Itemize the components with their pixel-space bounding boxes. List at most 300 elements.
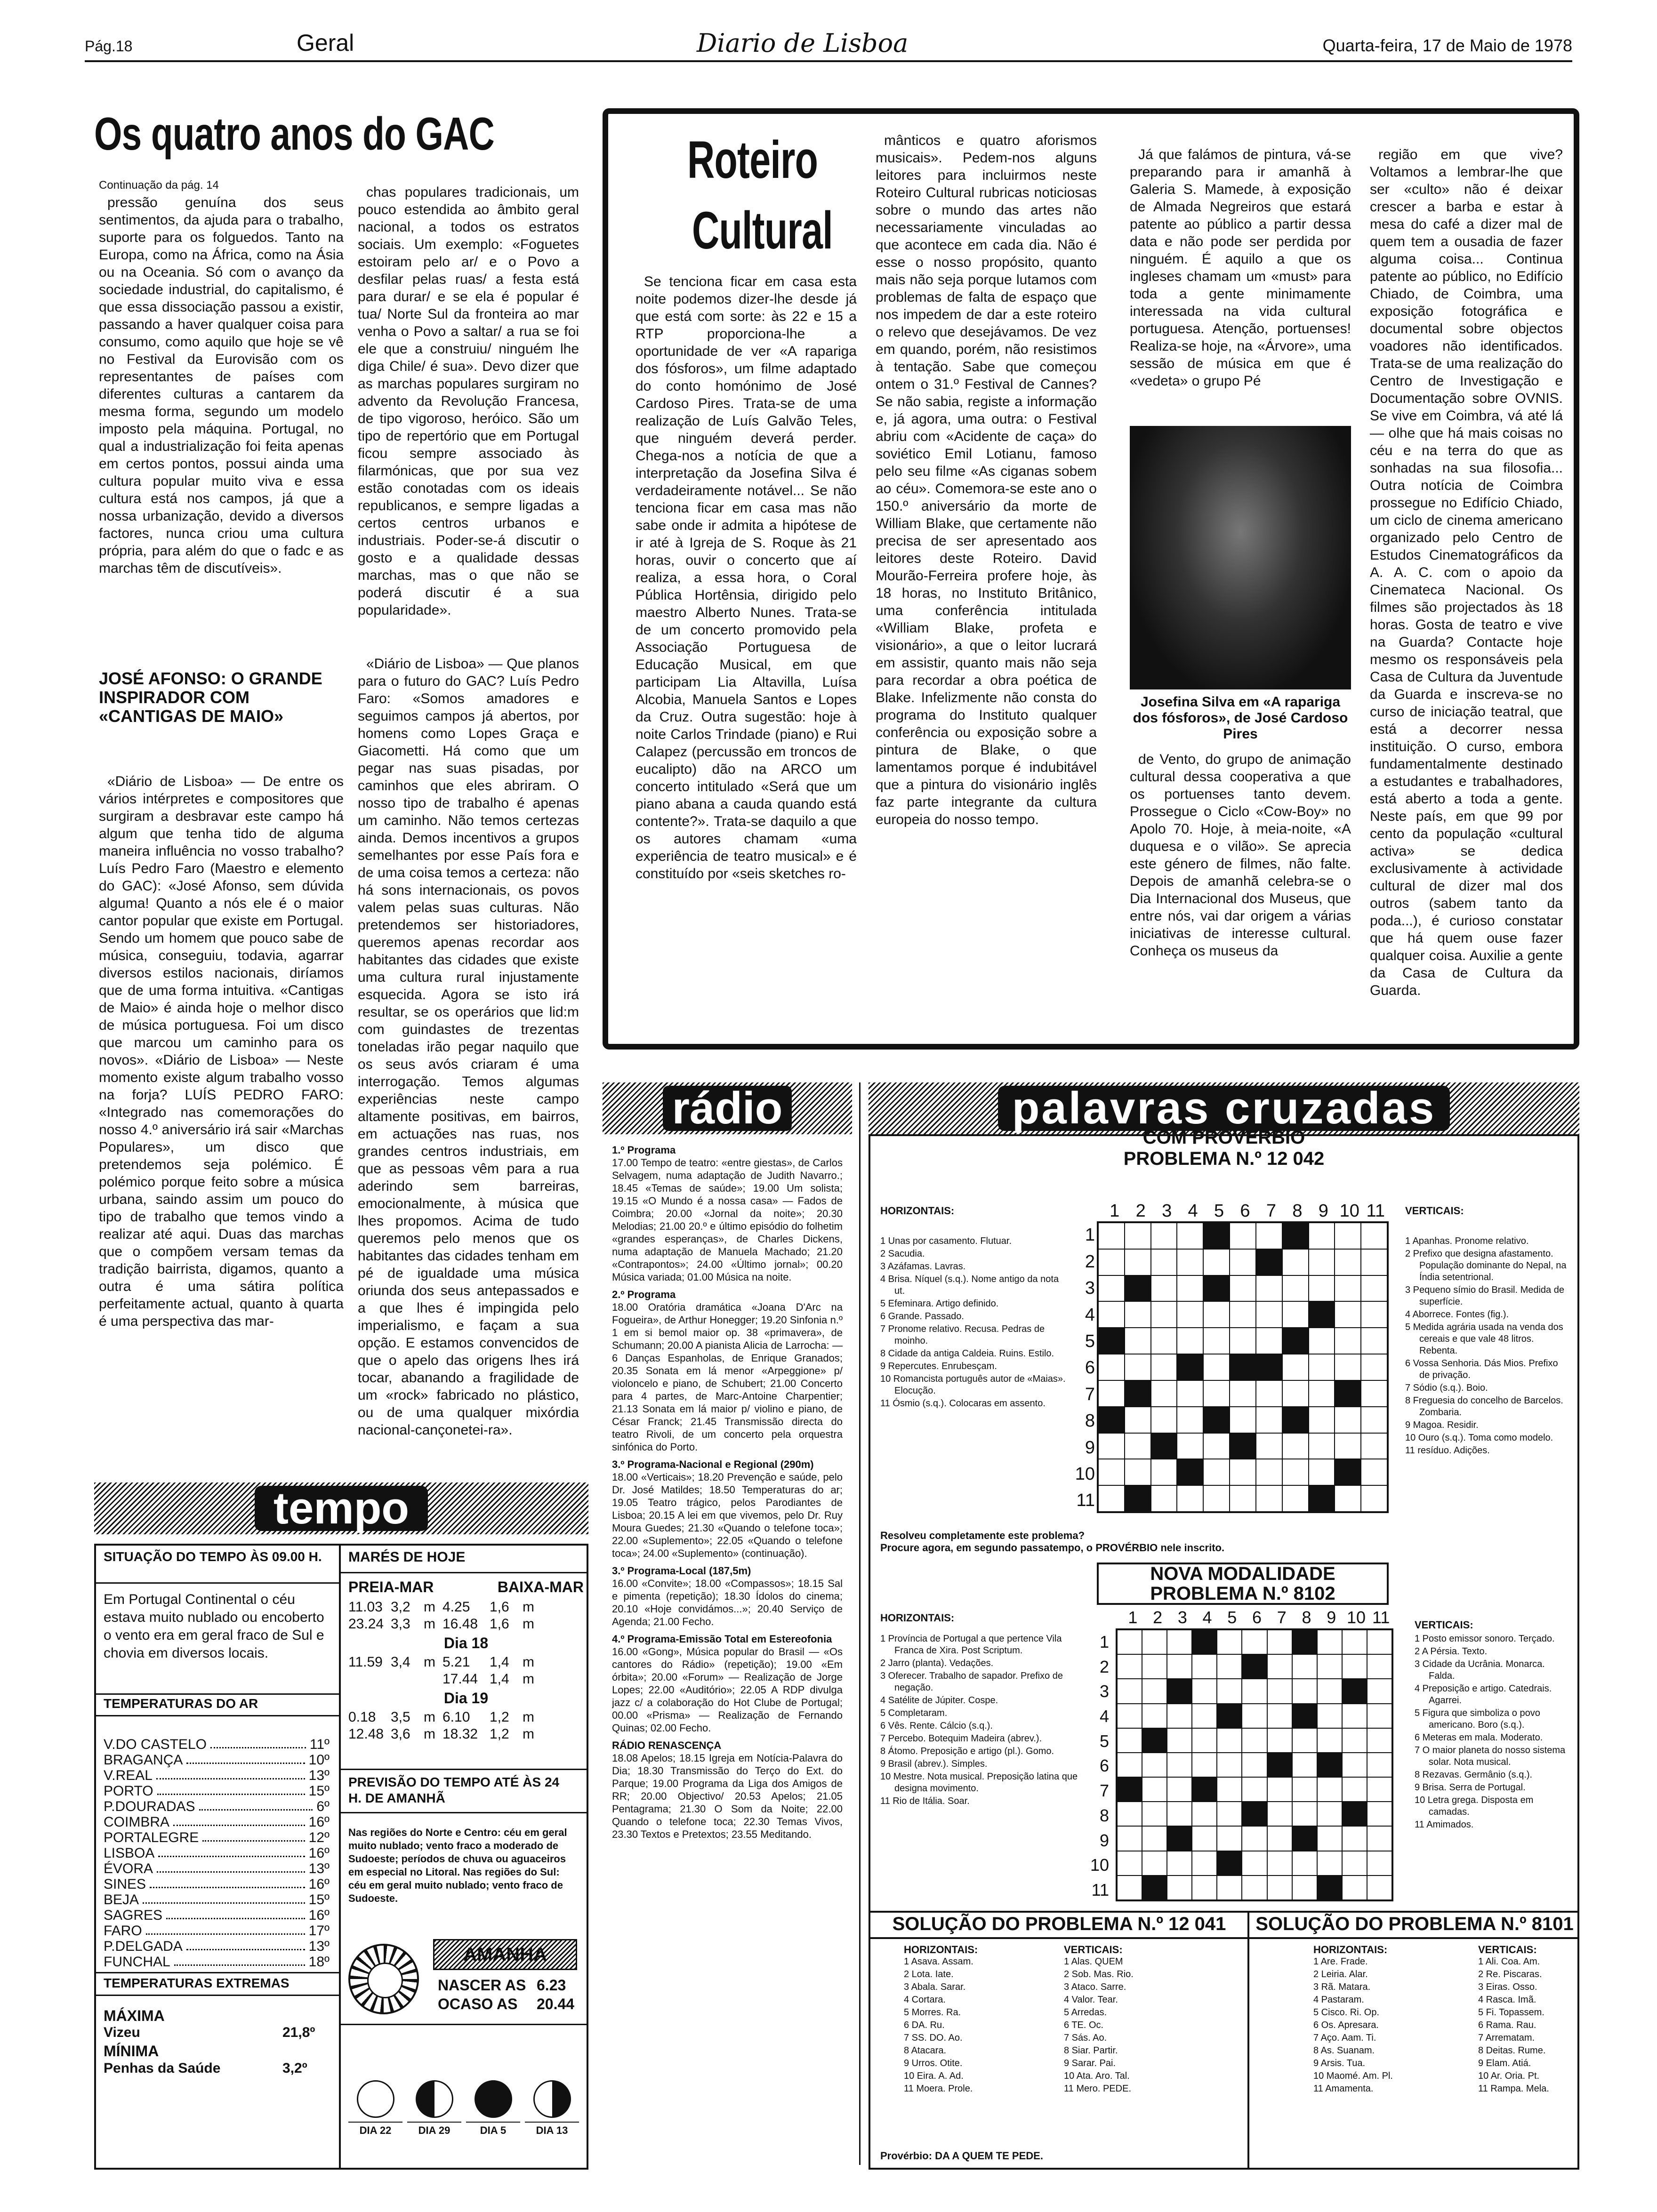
crossword-cell[interactable] <box>1151 1485 1177 1512</box>
crossword-grid-2[interactable] <box>1116 1628 1393 1901</box>
crossword-cell[interactable] <box>1317 1654 1342 1679</box>
crossword-grid-1[interactable] <box>1097 1221 1389 1513</box>
crossword-cell[interactable] <box>1203 1485 1230 1512</box>
issue-date: Quarta-feira, 17 de Maio de 1978 <box>1322 36 1572 55</box>
crossword-cell[interactable] <box>1217 1826 1242 1851</box>
crossword-cell[interactable] <box>1177 1485 1203 1512</box>
crossword-cell[interactable] <box>1192 1728 1217 1753</box>
crossword-cell[interactable] <box>1098 1249 1125 1275</box>
crossword-cell[interactable] <box>1267 1704 1292 1728</box>
city-name: COIMBRA <box>104 1814 170 1830</box>
crossword-cell[interactable] <box>1203 1380 1230 1407</box>
city-name: PORTALEGRE <box>104 1830 199 1845</box>
previsao-rule-top <box>341 1769 588 1770</box>
column-number: 6 <box>1240 1201 1250 1221</box>
city-temperature: 18º <box>308 1954 330 1970</box>
crossword-cell[interactable] <box>1335 1249 1361 1275</box>
crossword-cell[interactable] <box>1335 1407 1361 1433</box>
crossword-cell[interactable] <box>1142 1679 1167 1703</box>
radio-p1-heading: 1.º Programa <box>612 1144 676 1156</box>
crossword-cell[interactable] <box>1317 1630 1342 1654</box>
crossword-cell[interactable] <box>1282 1249 1309 1275</box>
crossword-cell[interactable] <box>1309 1433 1335 1459</box>
crossword-cell[interactable] <box>1192 1802 1217 1826</box>
crossword-cell[interactable] <box>1309 1380 1335 1407</box>
solution2-heading: SOLUÇÃO DO PROBLEMA N.º 8101 <box>1255 1914 1574 1934</box>
crossword-cell[interactable] <box>1367 1875 1392 1900</box>
previsao-text: Nas regiões do Norte e Centro: céu em geral muito nublado; vento fraco a moderado de Sudoeste; períodos de chuva ou aguaceiros em especial no Litoral. Nas regiões do Sul: céu em geral muito nublado; vento fraco de Sudoeste. <box>348 1827 567 1904</box>
crossword-cell[interactable] <box>1125 1354 1151 1380</box>
crossword-cell[interactable] <box>1142 1654 1167 1679</box>
crossword-cell[interactable] <box>1151 1407 1177 1433</box>
crossword-cell[interactable] <box>1367 1802 1392 1826</box>
column-number: 3 <box>1162 1201 1172 1221</box>
crossword-cell[interactable] <box>1217 1630 1242 1654</box>
crossword-cell[interactable] <box>1125 1328 1151 1354</box>
crossword-cell[interactable] <box>1361 1301 1387 1328</box>
crossword-cell[interactable] <box>1242 1630 1267 1654</box>
crossword-black-cell <box>1267 1753 1292 1777</box>
crossword-black-cell <box>1217 1851 1242 1875</box>
crossword-cell[interactable] <box>1361 1328 1387 1354</box>
tide-cell: 3,3 <box>391 1616 410 1632</box>
crossword-cell[interactable] <box>1151 1301 1177 1328</box>
crossword-cell[interactable] <box>1242 1679 1267 1703</box>
crossword-cell[interactable] <box>1125 1223 1151 1249</box>
city-name: BRAGANÇA <box>104 1752 183 1768</box>
crossword-cell[interactable] <box>1242 1704 1267 1728</box>
crossword-cell[interactable] <box>1309 1407 1335 1433</box>
gac-column-2 <box>358 184 579 654</box>
crossword-black-cell <box>1292 1704 1317 1728</box>
crossword-cell[interactable] <box>1203 1249 1230 1275</box>
crossword-cell[interactable] <box>1167 1728 1192 1753</box>
crossword-cell[interactable] <box>1256 1301 1282 1328</box>
crossword-black-cell <box>1335 1380 1361 1407</box>
crossword-cell[interactable] <box>1177 1223 1203 1249</box>
crossword-black-cell <box>1167 1679 1192 1703</box>
crossword-cell[interactable] <box>1098 1380 1125 1407</box>
crossword-cell[interactable] <box>1242 1851 1267 1875</box>
crossword-cell[interactable] <box>1203 1354 1230 1380</box>
crossword-cell[interactable] <box>1342 1777 1367 1802</box>
crossword-cell[interactable] <box>1282 1301 1309 1328</box>
crossword-cell[interactable] <box>1192 1654 1217 1679</box>
crossword-cell[interactable] <box>1367 1777 1392 1802</box>
crossword-cell[interactable] <box>1317 1704 1342 1728</box>
crossword-cell[interactable] <box>1335 1354 1361 1380</box>
crossword-cell[interactable] <box>1151 1459 1177 1485</box>
crossword-cell[interactable] <box>1292 1875 1317 1900</box>
crossword-cell[interactable] <box>1267 1802 1292 1826</box>
crossword-cell[interactable] <box>1117 1728 1142 1753</box>
crossword-cell[interactable] <box>1167 1630 1192 1654</box>
crossword-cell[interactable] <box>1361 1485 1387 1512</box>
crossword-cell[interactable] <box>1309 1328 1335 1354</box>
crossword-cell[interactable] <box>1267 1728 1292 1753</box>
crossword-cell[interactable] <box>1151 1354 1177 1380</box>
crossword-cell[interactable] <box>1317 1728 1342 1753</box>
crossword-cell[interactable] <box>1242 1777 1267 1802</box>
crossword-cell[interactable] <box>1367 1630 1392 1654</box>
column-number: 8 <box>1292 1201 1303 1221</box>
crossword-cell[interactable] <box>1192 1704 1217 1728</box>
crossword-cell[interactable] <box>1217 1875 1242 1900</box>
crossword-black-cell <box>1282 1407 1309 1433</box>
crossword-cell[interactable] <box>1142 1802 1167 1826</box>
crossword-cell[interactable] <box>1267 1875 1292 1900</box>
clue-item: 3 Pequeno símio do Brasil. Medida de superfície. <box>1405 1285 1564 1307</box>
crossword-cell[interactable] <box>1151 1328 1177 1354</box>
crossword-cell[interactable] <box>1125 1249 1151 1275</box>
crossword-cell[interactable] <box>1361 1380 1387 1407</box>
crossword-black-cell <box>1117 1777 1142 1802</box>
clue-item: 9 Elam. Atiá. <box>1478 2058 1531 2068</box>
clue-item: 2 Prefixo que designa afastamento. População dominante do Nepal, na Índia setentrional. <box>1405 1249 1567 1282</box>
crossword-cell[interactable] <box>1203 1301 1230 1328</box>
crossword-cell[interactable] <box>1256 1459 1282 1485</box>
crossword-cell[interactable] <box>1217 1777 1242 1802</box>
crossword-cell[interactable] <box>1167 1777 1192 1802</box>
crossword-cell[interactable] <box>1142 1851 1167 1875</box>
crossword-cell[interactable] <box>1309 1354 1335 1380</box>
crossword-cell[interactable] <box>1177 1328 1203 1354</box>
crossword-black-cell <box>1098 1328 1125 1354</box>
crossword-cell[interactable] <box>1342 1851 1367 1875</box>
tide-cell: m <box>523 1616 534 1632</box>
crossword-cell[interactable] <box>1167 1753 1192 1777</box>
city-temperature: 11º <box>309 1737 330 1752</box>
crossword-cell[interactable] <box>1142 1826 1167 1851</box>
crossword-black-cell <box>1125 1275 1151 1302</box>
tide-cell: m <box>424 1726 435 1742</box>
crossword-cell[interactable] <box>1117 1826 1142 1851</box>
crossword-cell[interactable] <box>1361 1275 1387 1302</box>
crossword-cell[interactable] <box>1267 1777 1292 1802</box>
crossword-cell[interactable] <box>1242 1728 1267 1753</box>
crossword-cell[interactable] <box>1317 1802 1342 1826</box>
clue-item: 2 Leiria. Alar. <box>1313 1969 1368 1980</box>
crossword-cell[interactable] <box>1361 1407 1387 1433</box>
crossword-cell[interactable] <box>1309 1223 1335 1249</box>
city-name: FUNCHAL <box>104 1954 170 1970</box>
crossword-cell[interactable] <box>1367 1728 1392 1753</box>
clue-item: 8 Siar. Partir. <box>1064 2045 1118 2056</box>
tide-table <box>348 1577 584 1743</box>
moon-phase <box>348 2080 402 2137</box>
crossword-cell[interactable] <box>1117 1753 1142 1777</box>
crossword-cell[interactable] <box>1309 1459 1335 1485</box>
crossword-cell[interactable] <box>1192 1851 1217 1875</box>
situacao-text: Em Portugal Continental o céu estava muito nublado ou encoberto o vento era em geral fraco de Sul e chovia em diversos locais. <box>104 1592 324 1661</box>
crossword-cell[interactable] <box>1367 1679 1392 1703</box>
crossword-cell[interactable] <box>1125 1407 1151 1433</box>
crossword-cell[interactable] <box>1317 1851 1342 1875</box>
clue-item: 4 Valor. Tear. <box>1064 1995 1118 2005</box>
crossword-cell[interactable] <box>1292 1679 1317 1703</box>
crossword-cell[interactable] <box>1267 1826 1292 1851</box>
crossword-black-cell <box>1167 1826 1192 1851</box>
crossword-cell[interactable] <box>1230 1380 1256 1407</box>
josefina-silva-photo <box>1130 426 1351 689</box>
crossword-cell[interactable] <box>1335 1301 1361 1328</box>
p2-verticais-label: VERTICAIS: <box>1415 1619 1473 1631</box>
crossword-cell[interactable] <box>1367 1654 1392 1679</box>
crossword-cell[interactable] <box>1282 1433 1309 1459</box>
crossword-cell[interactable] <box>1098 1485 1125 1512</box>
crossword-cell[interactable] <box>1217 1728 1242 1753</box>
city-name: V.DO CASTELO <box>104 1737 207 1752</box>
radio-p2-heading: 2.º Programa <box>612 1289 676 1300</box>
crossword-cell[interactable] <box>1292 1802 1317 1826</box>
crossword-cell[interactable] <box>1242 1826 1267 1851</box>
clue-item: 4 Aborrece. Fontes (fig.). <box>1405 1309 1509 1320</box>
crossword-cell[interactable] <box>1335 1275 1361 1302</box>
crossword-cell[interactable] <box>1230 1407 1256 1433</box>
gac-col2-text: chas populares tradicionais, um pouco estendida ao âmbito geral nacional, a todos os estratos sociais. Um exemplo: «Foguetes estoiram pelo ar/ e o Povo a desfilar pelas ruas/ a festa está para durar/ e se ela é popular é tua/ Norte Sul da fronteira ao mar venha o Povo a saltar/ a rua se foi ele que a construiu/ ninguém lhe diga Chile/ é sua». Devo dizer que as marchas populares surgiram no advento da Revolução Francesa, de tipo vigoroso, heróico. São um tipo de repertório que em Portugal ficou sempre associado às filarmónicas, que por sua vez estão conotadas com os ideais republicanos, e sempre ligadas a certos centros urbanos e industriais. Poder-se-á discutir o gosto e a qualidade dessas marchas, mas o que não se poderá discutir é a sua popularidade». <box>358 184 579 618</box>
crossword-cell[interactable] <box>1335 1223 1361 1249</box>
crossword-cell[interactable] <box>1282 1380 1309 1407</box>
clue-item: 4 Brisa. Níquel (s.q.). Nome antigo da nota ut. <box>880 1274 1059 1296</box>
crossword-cell[interactable] <box>1167 1851 1192 1875</box>
dot-leader <box>157 1861 305 1873</box>
dot-leader <box>158 1845 305 1857</box>
roteiro-title-2: Cultural <box>692 201 833 260</box>
crossword-cell[interactable] <box>1217 1753 1242 1777</box>
crossword-cell[interactable] <box>1167 1875 1192 1900</box>
crossword-cell[interactable] <box>1282 1485 1309 1512</box>
clue-item: 2 Sacudia. <box>880 1249 925 1259</box>
crossword-cell[interactable] <box>1367 1753 1392 1777</box>
crossword-cell[interactable] <box>1342 1704 1367 1728</box>
crossword-cell[interactable] <box>1192 1753 1217 1777</box>
tide-cell: 11.59 <box>348 1654 383 1670</box>
tide-day: Dia 19 <box>443 1690 489 1707</box>
crossword-cell[interactable] <box>1230 1223 1256 1249</box>
crossword-cell[interactable] <box>1098 1354 1125 1380</box>
clue-item: 7 O maior planeta do nosso sistema solar. Nota musical. <box>1415 1745 1566 1767</box>
problem2-heading-2: PROBLEMA N.º 8102 <box>1150 1583 1335 1604</box>
crossword-cell[interactable] <box>1317 1826 1342 1851</box>
crossword-cell[interactable] <box>1342 1826 1367 1851</box>
crossword-cell[interactable] <box>1117 1704 1142 1728</box>
crossword-cell[interactable] <box>1361 1249 1387 1275</box>
clue-item: 3 Oferecer. Trabalho de sapador. Prefixo de negação. <box>880 1671 1063 1693</box>
tide-cell: m <box>523 1726 534 1742</box>
crossword-cell[interactable] <box>1361 1354 1387 1380</box>
crossword-cell[interactable] <box>1292 1753 1317 1777</box>
crossword-cell[interactable] <box>1142 1753 1167 1777</box>
tempo-banner-text: tempo <box>255 1486 428 1531</box>
crossword-cell[interactable] <box>1335 1433 1361 1459</box>
row-number: 8 <box>1099 1805 1109 1825</box>
mares-rule <box>341 1572 588 1573</box>
crossword-cell[interactable] <box>1151 1223 1177 1249</box>
tide-row <box>348 1726 584 1743</box>
row-number: 6 <box>1099 1756 1109 1776</box>
clue-item: 7 Sódio (s.q.). Boio. <box>1405 1383 1488 1393</box>
tide-cell: m <box>424 1599 435 1615</box>
crossword-cell[interactable] <box>1217 1679 1242 1703</box>
crossword-cell[interactable] <box>1142 1777 1167 1802</box>
crossword-cell[interactable] <box>1342 1728 1367 1753</box>
crossword-cell[interactable] <box>1167 1802 1192 1826</box>
crossword-cell[interactable] <box>1142 1630 1167 1654</box>
clue-item: 7 Arrematam. <box>1478 2033 1535 2043</box>
p1-row-numbers <box>1073 1221 1097 1513</box>
crossword-cell[interactable] <box>1309 1249 1335 1275</box>
crossword-black-cell <box>1230 1433 1256 1459</box>
crossword-cell[interactable] <box>1217 1802 1242 1826</box>
crossword-cell[interactable] <box>1151 1249 1177 1275</box>
crossword-cell[interactable] <box>1117 1802 1142 1826</box>
crossword-black-cell <box>1125 1485 1151 1512</box>
crossword-cell[interactable] <box>1292 1777 1317 1802</box>
clue-item: 9 Brasil (abrev.). Simples. <box>880 1759 988 1769</box>
crossword-cell[interactable] <box>1230 1301 1256 1328</box>
crossword-cell[interactable] <box>1242 1875 1267 1900</box>
crossword-black-cell <box>1125 1380 1151 1407</box>
problem1-heading-1: COM PROVÉRBIO <box>1142 1127 1305 1148</box>
situacao-heading: SITUAÇÃO DO TEMPO ÀS 09.00 H. <box>104 1549 322 1564</box>
s1-verticais-label: VERTICAIS: <box>1064 1944 1123 1956</box>
column-number: 10 <box>1339 1201 1359 1221</box>
crossword-cell[interactable] <box>1117 1654 1142 1679</box>
clue-item: 6 Vês. Rente. Cálcio (s.q.). <box>880 1721 993 1731</box>
temperature-row <box>104 1892 330 1907</box>
crossword-cell[interactable] <box>1192 1826 1217 1851</box>
crossword-black-cell <box>1292 1630 1317 1654</box>
crossword-cell[interactable] <box>1367 1704 1392 1728</box>
clue-item: 11 resíduo. Adições. <box>1405 1445 1490 1456</box>
maxima-place: Vizeu <box>104 2025 140 2040</box>
clue-item: 8 Deitas. Rume. <box>1478 2045 1546 2056</box>
crossword-cell[interactable] <box>1256 1485 1282 1512</box>
crossword-black-cell <box>1342 1802 1367 1826</box>
crossword-cell[interactable] <box>1317 1777 1342 1802</box>
amanha-label: AMANHA <box>433 1939 577 1970</box>
crossword-cell[interactable] <box>1217 1654 1242 1679</box>
crossword-cell[interactable] <box>1177 1275 1203 1302</box>
crossword-cell[interactable] <box>1309 1275 1335 1302</box>
temperature-row <box>104 1861 330 1876</box>
column-number: 8 <box>1302 1608 1311 1627</box>
crossword-cell[interactable] <box>1098 1433 1125 1459</box>
crossword-cell[interactable] <box>1292 1728 1317 1753</box>
tide-cell: 3,6 <box>391 1726 410 1742</box>
crossword-cell[interactable] <box>1267 1654 1292 1679</box>
crossword-cell[interactable] <box>1125 1459 1151 1485</box>
crossword-cell[interactable] <box>1267 1851 1292 1875</box>
crossword-cell[interactable] <box>1292 1851 1317 1875</box>
crossword-cell[interactable] <box>1335 1485 1361 1512</box>
radio-p4-heading: 3.º Programa-Local (187,5m) <box>612 1565 751 1577</box>
crossword-cell[interactable] <box>1267 1679 1292 1703</box>
dot-leader <box>186 1939 305 1950</box>
tide-cell: m <box>523 1599 534 1615</box>
crossword-cell[interactable] <box>1342 1753 1367 1777</box>
crossword-cell[interactable] <box>1177 1380 1203 1407</box>
crossword-cell[interactable] <box>1342 1875 1367 1900</box>
crossword-cell[interactable] <box>1256 1433 1282 1459</box>
crossword-cell[interactable] <box>1117 1679 1142 1703</box>
crossword-cell[interactable] <box>1267 1630 1292 1654</box>
crossword-cell[interactable] <box>1361 1459 1387 1485</box>
crossword-cell[interactable] <box>1242 1753 1267 1777</box>
crossword-cell[interactable] <box>1230 1328 1256 1354</box>
crossword-cell[interactable] <box>1151 1380 1177 1407</box>
clue-item: 2 Sob. Mas. Rio. <box>1064 1969 1134 1980</box>
ocaso-value: 20.44 <box>537 1996 575 2012</box>
clue-item: 9 Brisa. Serra de Portugal. <box>1415 1782 1526 1793</box>
crossword-cell[interactable] <box>1098 1275 1125 1302</box>
temperature-row <box>104 1954 330 1970</box>
crossword-cell[interactable] <box>1361 1223 1387 1249</box>
crossword-cell[interactable] <box>1361 1433 1387 1459</box>
crossword-cell[interactable] <box>1177 1249 1203 1275</box>
row-number: 5 <box>1085 1331 1095 1352</box>
crossword-cell[interactable] <box>1142 1704 1167 1728</box>
moon-phase <box>407 2080 461 2137</box>
crossword-cell[interactable] <box>1203 1459 1230 1485</box>
roteiro-col4-text: região em que vive? Voltamos a lembrar-lhe que ser «culto» não é deixar crescer a barba e estar à mesa do café a dizer mal de quem tem a ousadia de fazer alguma coisa... Continua patente ao público, no Edifício Chiado, de Coimbra, uma exposição fotográfica e documental sobre objectos voadores não identificados. Trata-se de uma realização do Centro de Investigação e Documentação sobre OVNIS. Se vive em Coimbra, vá até lá — olhe que há mais coisas no céu e na terra do que as sonhadas na sua filosofia... Outra notícia de Coimbra prossegue no Edifício Chiado, um ciclo de cinema americano organizado pelo Centro de Estudos Cinematográficos da A. A. C. com o apoio da Cinemateca Nacional. Os filmes são projectados às 18 horas. Gosta de teatro e vive na Guarda? Contacte hoje mesmo os responsáveis pela Casa de Cultura da Juventude da Guarda e inscreva-se no curso de iniciação teatral, que está a decorrer nessa instituição. O curso, embora fundamentalmente destinado a estudantes e trabalhadores, está aberto a toda a gente. Neste país, em que 99 por cento da população «cultural activa» se dedica exclusivamente à actividade cultural de dizer mal dos outros (sabem tanto da poda...), é curioso constatar que há quem ouse fazer qualquer coisa. Auxilie a gente da Casa de Cultura da Guarda. <box>1370 147 1563 998</box>
crossword-cell[interactable] <box>1335 1328 1361 1354</box>
crossword-cell[interactable] <box>1177 1433 1203 1459</box>
crossword-cell[interactable] <box>1117 1875 1142 1900</box>
crossword-cell[interactable] <box>1256 1223 1282 1249</box>
crossword-cell[interactable] <box>1230 1485 1256 1512</box>
crossword-cell[interactable] <box>1256 1328 1282 1354</box>
crossword-cell[interactable] <box>1282 1354 1309 1380</box>
crossword-cell[interactable] <box>1342 1630 1367 1654</box>
crossword-cell[interactable] <box>1342 1654 1367 1679</box>
crossword-cell[interactable] <box>1256 1275 1282 1302</box>
row-number: 3 <box>1085 1278 1095 1298</box>
crossword-cell[interactable] <box>1367 1851 1392 1875</box>
crossword-cell[interactable] <box>1256 1380 1282 1407</box>
crossword-cell[interactable] <box>1203 1433 1230 1459</box>
crossword-cell[interactable] <box>1203 1328 1230 1354</box>
crossword-cell[interactable] <box>1125 1433 1151 1459</box>
crossword-cell[interactable] <box>1177 1407 1203 1433</box>
crossword-cell[interactable] <box>1098 1223 1125 1249</box>
city-temperature: 10º <box>308 1752 330 1768</box>
crossword-cell[interactable] <box>1292 1654 1317 1679</box>
crossword-cell[interactable] <box>1317 1679 1342 1703</box>
crossword-cell[interactable] <box>1230 1275 1256 1302</box>
crossword-cell[interactable] <box>1192 1875 1217 1900</box>
crossword-cell[interactable] <box>1256 1407 1282 1433</box>
crossword-cell[interactable] <box>1230 1249 1256 1275</box>
crossword-cell[interactable] <box>1117 1630 1142 1654</box>
crossword-cell[interactable] <box>1098 1459 1125 1485</box>
crossword-cell[interactable] <box>1167 1654 1192 1679</box>
crossword-cell[interactable] <box>1098 1301 1125 1328</box>
crossword-cell[interactable] <box>1125 1301 1151 1328</box>
p2-column-numbers <box>1120 1608 1393 1627</box>
crossword-cell[interactable] <box>1117 1851 1142 1875</box>
crossword-cell[interactable] <box>1282 1459 1309 1485</box>
crossword-cell[interactable] <box>1192 1679 1217 1703</box>
crossword-cell[interactable] <box>1167 1704 1192 1728</box>
crossword-cell[interactable] <box>1367 1826 1392 1851</box>
moon-icon <box>475 2080 512 2118</box>
crossword-cell[interactable] <box>1282 1275 1309 1302</box>
column-number: 2 <box>1135 1201 1146 1221</box>
crossword-cell[interactable] <box>1151 1275 1177 1302</box>
crossword-cell[interactable] <box>1177 1301 1203 1328</box>
crossword-cell[interactable] <box>1230 1459 1256 1485</box>
